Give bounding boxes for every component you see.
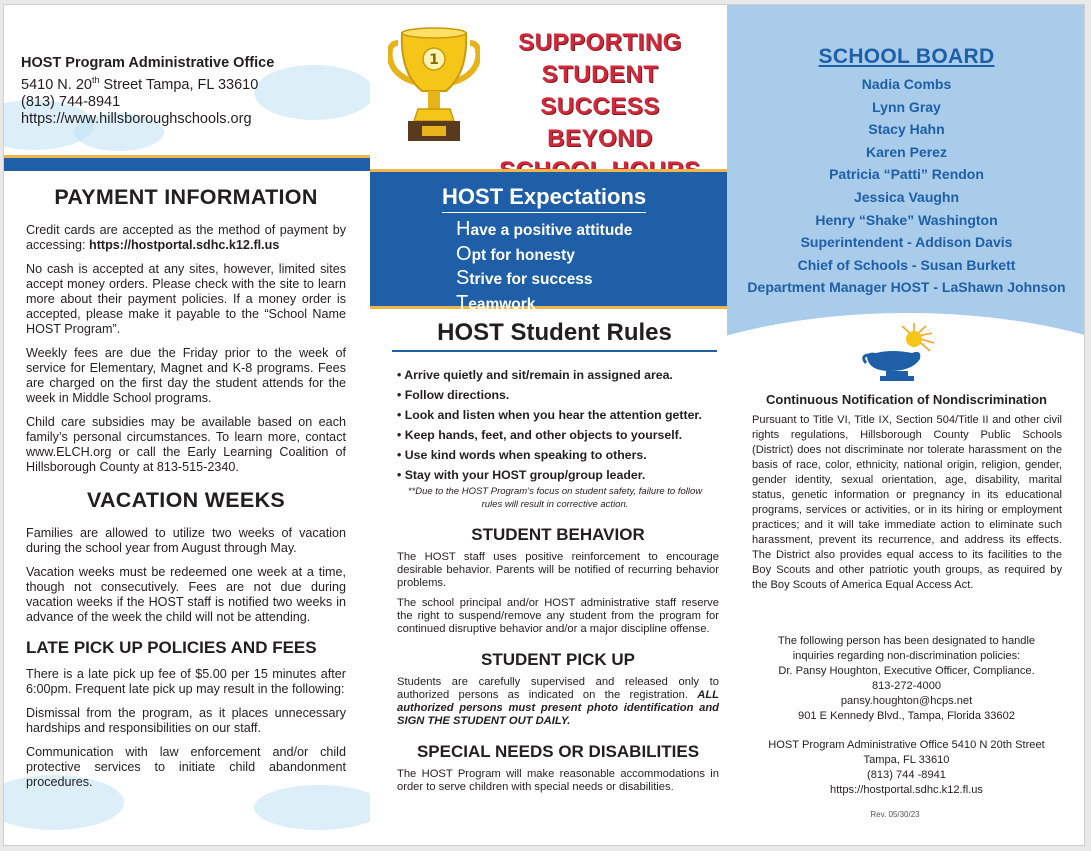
late-p2: Dismissal from the program, as it places unnecessary hardships and responsibilities on our staff. — [26, 706, 346, 735]
headline — [480, 27, 720, 187]
contact-line: 813-272-4000 — [871, 680, 942, 692]
behavior-p2: The school principal and/or HOST administrative staff reserve the right to suspend/remove any student from the program for continued disruptive behavior and/or a major discipline offense. — [397, 597, 719, 635]
office-portal-link[interactable]: https://hostportal.sdhc.k12.fl.us — [830, 784, 983, 796]
board-member: Stacy Hahn — [868, 121, 945, 138]
nondiscrimination-title: Continuous Notification of Nondiscrimination — [766, 392, 1047, 407]
svg-text:1: 1 — [429, 52, 439, 68]
expectations-title: HOST Expectations — [442, 184, 646, 213]
special-heading: SPECIAL NEEDS OR DISABILITIES — [416, 742, 700, 761]
rules-title: HOST Student Rules — [392, 319, 717, 352]
contact-line: 901 E Kennedy Blvd., Tampa, Florida 33602 — [798, 710, 1015, 722]
expectation-item: Strive for success — [456, 267, 593, 289]
pickup-heading: STUDENT PICK UP — [481, 650, 635, 669]
rule-item: • Stay with your HOST group/group leader. — [397, 465, 717, 485]
rule-item: • Use kind words when speaking to others. — [397, 445, 717, 465]
payment-portal-link[interactable]: https://hostportal.sdhc.k12.fl.us — [89, 238, 280, 252]
board-member: Department Manager HOST - LaShawn Johnson — [747, 279, 1066, 296]
payment-p2: No cash is accepted at any sites, however, limited sites accept money orders. Please check with the site to learn more about their payment policies. If a money order is accepted, please make it payable to the “School Name HOST Program”. — [26, 262, 346, 336]
special-p1: The HOST Program will make reasonable accommodations in order to serve children with special needs or disabilities. — [397, 768, 719, 793]
office-title: HOST Program Administrative Office — [21, 55, 275, 71]
board-member: Lynn Gray — [872, 98, 941, 115]
rule-item: • Follow directions. — [397, 385, 717, 405]
late-heading: LATE PICK UP POLICIES AND FEES — [26, 638, 317, 657]
board-member: Nadia Combs — [861, 76, 952, 92]
rule-item: • Look and listen when you hear the attention getter. — [397, 405, 717, 425]
special-section — [397, 742, 719, 794]
office-phone: (813) 744-8941 — [21, 93, 121, 110]
office-line: HOST Program Administrative Office 5410 N 20th Street — [768, 739, 1045, 751]
lamp-of-learning-icon — [862, 323, 947, 383]
expectations-list — [456, 218, 632, 316]
office-line: (813) 744 -8941 — [867, 769, 946, 781]
office-line: Tampa, FL 33610 — [863, 754, 950, 766]
pickup-section — [397, 650, 719, 728]
headline-line: SUPPORTING — [518, 29, 682, 56]
headline-line: STUDENT SUCCESS — [540, 61, 660, 120]
behavior-heading: STUDENT BEHAVIOR — [471, 525, 645, 544]
contact-line: Dr. Pansy Houghton, Executive Officer, Compliance. — [778, 665, 1035, 677]
contact-email[interactable]: pansy.houghton@hcps.net — [840, 695, 973, 707]
payment-p3: Weekly fees are due the Friday prior to the week of service for Elementary, Magnet and K-8 programs. Fees are charged on the first day the student attends for the week in Middle School programs. — [26, 346, 346, 405]
trophy-icon — [388, 25, 480, 147]
expectation-item: Teamwork — [456, 291, 536, 314]
late-p3: Communication with law enforcement and/or child protective services to initiate child abandonment procedures. — [26, 745, 346, 789]
vacation-p2: Vacation weeks must be redeemed one week at a time, though not consecutively. Fees are not due during vacation weeks if the HOST staff is notified two weeks in advance of the week the child will not be attending. — [26, 565, 346, 624]
headline-line: BEYOND — [547, 125, 653, 152]
revision-date: Rev. 05/30/23 — [870, 810, 920, 819]
nondiscrimination-contact — [742, 634, 1071, 798]
rule-item: • Keep hands, feet, and other objects to yourself. — [397, 425, 717, 445]
office-address: 5410 N. 20th Street Tampa, FL 33610 — [21, 75, 259, 93]
office-address-block — [21, 55, 361, 128]
rule-item: • Arrive quietly and sit/remain in assigned area. — [397, 365, 717, 385]
expectation-item: Opt for honesty — [456, 242, 575, 265]
contact-line: The following person has been designated to handle — [777, 635, 1036, 647]
late-p1: There is a late pick up fee of $5.00 per 15 minutes after 6:00pm. Frequent late pick up may result in the following: — [26, 667, 346, 696]
board-member: Patricia “Patti” Rendon — [829, 166, 984, 183]
center-panel-body — [397, 525, 719, 808]
board-members — [727, 73, 1085, 299]
right-panel — [727, 5, 1085, 846]
vacation-p1: Families are allowed to utilize two weeks of vacation during the school year from August through May. — [26, 526, 346, 555]
payment-p4: Child care subsidies may be available based on each family’s personal circumstances. To learn more, contact www.ELCH.org or call the Early Learning Coalition of Hillsborough County at 813-515-2340. — [26, 415, 346, 474]
expectations-box — [370, 169, 727, 314]
office-website[interactable]: https://www.hillsboroughschools.org — [21, 110, 252, 127]
nondiscrimination-body: Pursuant to Title VI, Title IX, Section 504/Title II and other civil rights regulations, Hillsborough County Public Schools (District) does not discriminate nor tolerate harassment on the basis of race, color, ethnicity, national origin, religion, gender, gender identity, sexual orientation, age, disability, marital status, genetic information or pregnancy in its educational programs, services or activities, or in its hiring or employment practices; and it will take immediate action to eliminate such harassment, prevent its recurrence, and address its effects. The District also provides equal access to its facilities to the Boy Scouts and other patriotic youth groups, as required by the Boy Scouts of America Equal Access Act. — [752, 414, 1062, 591]
expectation-item: Have a positive attitude — [456, 218, 633, 240]
behavior-p1: The HOST staff uses positive reinforcement to encourage desirable behavior. Parents will be notified of recurring behavior problems. — [397, 551, 719, 589]
center-panel — [370, 5, 727, 846]
behavior-section — [397, 525, 719, 636]
contact-line: inquiries regarding non-discrimination policies: — [792, 650, 1021, 662]
vacation-heading: VACATION WEEKS — [86, 488, 286, 512]
payment-heading: PAYMENT INFORMATION — [54, 185, 318, 209]
rules-list — [397, 365, 717, 485]
brochure-sheet — [3, 4, 1085, 846]
pickup-p1: Students are carefully supervised and released only to authorized persons as indicated on the registration. ALL authorized persons must present photo identification and SIGN THE STUDENT OUT DAILY. — [397, 676, 719, 727]
board-member: Jessica Vaughn — [853, 188, 960, 205]
board-member: Henry “Shake” Washington — [815, 211, 998, 228]
board-member: Superintendent - Addison Davis — [800, 234, 1013, 251]
board-member: Chief of Schools - Susan Burkett — [797, 256, 1016, 273]
board-title: SCHOOL BOARD — [818, 45, 995, 68]
left-panel — [4, 5, 370, 846]
left-panel-body — [26, 185, 346, 799]
divider-bar — [4, 155, 370, 171]
rules-note: **Due to the HOST Program’s focus on student safety, failure to follow rules will result in corrective action. — [407, 486, 703, 510]
payment-p1: Credit cards are accepted as the method of payment by accessing: https://hostportal.sdhc.k12.fl.us — [26, 223, 346, 252]
board-member: Karen Perez — [866, 143, 947, 160]
